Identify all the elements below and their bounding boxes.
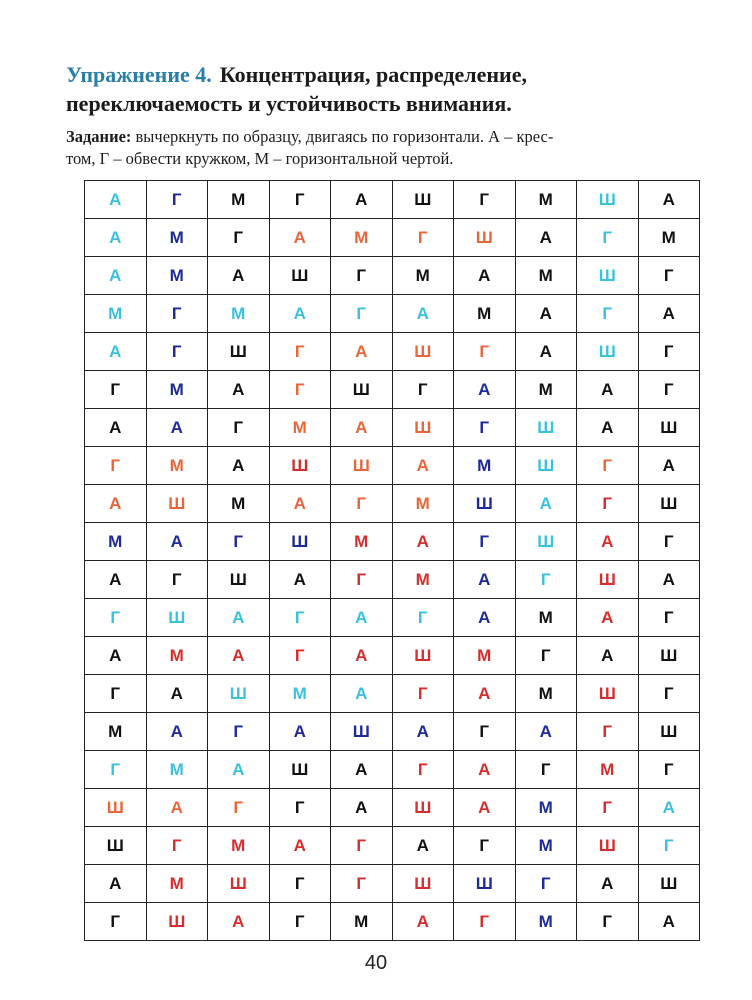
grid-cell[interactable]: А xyxy=(577,409,639,447)
grid-cell[interactable]: Г xyxy=(515,561,577,599)
grid-cell[interactable]: М xyxy=(454,447,516,485)
grid-cell[interactable]: М xyxy=(392,561,454,599)
grid-cell[interactable]: Г xyxy=(392,599,454,637)
grid-cell[interactable]: Г xyxy=(269,903,331,941)
grid-row xyxy=(85,219,700,257)
grid-row xyxy=(85,789,700,827)
grid-cell[interactable]: А xyxy=(269,561,331,599)
grid-cell[interactable]: Г xyxy=(454,181,516,219)
grid-cell[interactable]: А xyxy=(454,599,516,637)
grid-cell[interactable]: Г xyxy=(577,219,639,257)
grid-cell[interactable]: Ш xyxy=(454,865,516,903)
grid-cell[interactable]: Ш xyxy=(208,561,270,599)
grid-cell[interactable]: А xyxy=(454,257,516,295)
grid-cell[interactable]: А xyxy=(269,295,331,333)
grid-row xyxy=(85,181,700,219)
exercise-title-line1: Концентрация, распределение, xyxy=(219,62,527,87)
grid-cell[interactable]: А xyxy=(515,713,577,751)
grid-cell[interactable]: Г xyxy=(515,865,577,903)
grid-row xyxy=(85,485,700,523)
grid-cell[interactable]: А xyxy=(208,751,270,789)
grid-cell[interactable]: А xyxy=(454,789,516,827)
grid-cell[interactable]: Г xyxy=(269,181,331,219)
grid-cell[interactable]: Г xyxy=(638,257,700,295)
page-number: 40 xyxy=(364,952,388,974)
grid-cell[interactable]: А xyxy=(269,219,331,257)
grid-cell[interactable]: М xyxy=(331,903,393,941)
grid-cell[interactable]: Ш xyxy=(577,181,639,219)
grid-cell[interactable]: А xyxy=(392,903,454,941)
grid-cell[interactable]: М xyxy=(638,219,700,257)
grid-cell[interactable]: А xyxy=(638,447,700,485)
grid-cell[interactable]: Ш xyxy=(392,181,454,219)
grid-cell[interactable]: Г xyxy=(269,371,331,409)
grid-cell[interactable]: М xyxy=(208,485,270,523)
grid-cell[interactable]: М xyxy=(515,181,577,219)
grid-cell[interactable]: М xyxy=(515,599,577,637)
grid-cell[interactable]: А xyxy=(454,675,516,713)
grid-cell[interactable]: Ш xyxy=(638,409,700,447)
grid-cell[interactable]: А xyxy=(85,485,147,523)
grid-cell[interactable]: Г xyxy=(638,371,700,409)
grid-cell[interactable]: А xyxy=(392,827,454,865)
grid-cell[interactable]: А xyxy=(269,827,331,865)
grid-cell[interactable]: Ш xyxy=(515,523,577,561)
grid-cell[interactable]: М xyxy=(208,181,270,219)
grid-cell[interactable]: Г xyxy=(331,257,393,295)
grid-cell[interactable]: А xyxy=(208,257,270,295)
grid-cell[interactable]: Г xyxy=(85,371,147,409)
grid-cell[interactable]: Г xyxy=(208,523,270,561)
grid-cell[interactable]: А xyxy=(638,903,700,941)
grid-cell[interactable]: Г xyxy=(577,485,639,523)
grid-cell[interactable]: А xyxy=(331,409,393,447)
grid-cell[interactable]: Г xyxy=(577,713,639,751)
grid-cell[interactable]: М xyxy=(331,523,393,561)
grid-row xyxy=(85,903,700,941)
grid-cell[interactable]: М xyxy=(146,371,208,409)
grid-cell[interactable]: Г xyxy=(392,371,454,409)
grid-cell[interactable]: М xyxy=(146,219,208,257)
grid-cell[interactable]: М xyxy=(208,295,270,333)
grid-cell[interactable]: Г xyxy=(331,865,393,903)
grid-cell[interactable]: Г xyxy=(85,675,147,713)
grid-cell[interactable]: Ш xyxy=(331,447,393,485)
grid-cell[interactable]: Г xyxy=(638,751,700,789)
task-text-line1: вычеркнуть по образцу, двигаясь по горизонтали. А – крес- xyxy=(131,127,554,146)
grid-row xyxy=(85,865,700,903)
grid-row xyxy=(85,333,700,371)
grid-cell[interactable]: А xyxy=(331,751,393,789)
grid-cell[interactable]: А xyxy=(454,561,516,599)
grid-cell[interactable]: А xyxy=(85,181,147,219)
grid-cell[interactable]: М xyxy=(269,675,331,713)
grid-cell[interactable]: Ш xyxy=(577,561,639,599)
grid-cell[interactable]: М xyxy=(515,257,577,295)
grid-cell[interactable]: А xyxy=(146,789,208,827)
grid-cell[interactable]: А xyxy=(85,409,147,447)
grid-cell[interactable]: Г xyxy=(392,675,454,713)
grid-row xyxy=(85,561,700,599)
grid-cell[interactable]: А xyxy=(577,371,639,409)
grid-cell[interactable]: М xyxy=(85,295,147,333)
grid-cell[interactable]: Ш xyxy=(638,713,700,751)
grid-cell[interactable]: Г xyxy=(208,789,270,827)
grid-cell[interactable]: А xyxy=(331,637,393,675)
grid-cell[interactable]: А xyxy=(208,371,270,409)
grid-cell[interactable]: Ш xyxy=(392,637,454,675)
grid-cell[interactable]: Ш xyxy=(392,333,454,371)
grid-cell[interactable]: Ш xyxy=(208,865,270,903)
grid-cell[interactable]: А xyxy=(208,637,270,675)
grid-cell[interactable]: М xyxy=(146,447,208,485)
grid-cell[interactable]: Ш xyxy=(146,903,208,941)
grid-cell[interactable]: Г xyxy=(515,637,577,675)
grid-cell[interactable]: Г xyxy=(454,903,516,941)
grid-cell[interactable]: Г xyxy=(208,409,270,447)
grid-cell[interactable]: А xyxy=(269,713,331,751)
grid-cell[interactable]: М xyxy=(454,295,516,333)
grid-cell[interactable]: М xyxy=(146,751,208,789)
grid-cell[interactable]: А xyxy=(331,599,393,637)
grid-cell[interactable]: А xyxy=(392,447,454,485)
grid-cell[interactable]: А xyxy=(392,295,454,333)
grid-cell[interactable]: М xyxy=(392,485,454,523)
grid-cell[interactable]: А xyxy=(515,485,577,523)
grid-cell[interactable]: Г xyxy=(638,827,700,865)
grid-row xyxy=(85,257,700,295)
grid-row xyxy=(85,371,700,409)
grid-cell[interactable]: А xyxy=(146,409,208,447)
grid-cell[interactable]: М xyxy=(515,371,577,409)
grid-cell[interactable]: М xyxy=(515,903,577,941)
grid-cell[interactable]: Ш xyxy=(392,409,454,447)
grid-cell[interactable]: А xyxy=(515,219,577,257)
grid-cell[interactable]: Г xyxy=(208,219,270,257)
grid-cell[interactable]: Г xyxy=(515,751,577,789)
grid-cell[interactable]: М xyxy=(85,523,147,561)
grid-cell[interactable]: А xyxy=(85,637,147,675)
grid-cell[interactable]: Г xyxy=(146,561,208,599)
grid-cell[interactable]: А xyxy=(208,599,270,637)
grid-cell[interactable]: Г xyxy=(331,295,393,333)
grid-cell[interactable]: М xyxy=(146,865,208,903)
grid-cell[interactable]: Ш xyxy=(269,447,331,485)
grid-cell[interactable]: Г xyxy=(454,713,516,751)
exercise-label: Упражнение 4. xyxy=(66,62,212,87)
grid-cell[interactable]: Г xyxy=(269,789,331,827)
grid-cell[interactable]: М xyxy=(331,219,393,257)
grid-cell[interactable]: Ш xyxy=(146,599,208,637)
grid-row xyxy=(85,523,700,561)
grid-cell[interactable]: Г xyxy=(269,637,331,675)
grid-cell[interactable]: Г xyxy=(85,903,147,941)
grid-cell[interactable]: М xyxy=(269,409,331,447)
grid-cell[interactable]: Г xyxy=(577,295,639,333)
grid-cell[interactable]: А xyxy=(146,675,208,713)
grid-cell[interactable]: Г xyxy=(638,675,700,713)
grid-cell[interactable]: А xyxy=(515,333,577,371)
grid-cell[interactable]: Ш xyxy=(269,523,331,561)
grid-cell[interactable]: Ш xyxy=(577,827,639,865)
grid-cell[interactable]: А xyxy=(331,675,393,713)
task-text-line2: том, Г – обвести кружком, М – горизонтальной чертой. xyxy=(66,149,454,168)
grid-cell[interactable]: Г xyxy=(638,333,700,371)
grid-cell[interactable]: М xyxy=(454,637,516,675)
grid-cell[interactable]: Ш xyxy=(577,257,639,295)
grid-cell[interactable]: Ш xyxy=(454,485,516,523)
grid-cell[interactable]: А xyxy=(638,295,700,333)
grid-cell[interactable]: Г xyxy=(577,789,639,827)
grid-cell[interactable]: М xyxy=(392,257,454,295)
grid-cell[interactable]: А xyxy=(392,713,454,751)
grid-cell[interactable]: Г xyxy=(331,561,393,599)
exercise-heading xyxy=(66,60,706,118)
grid-cell[interactable]: Ш xyxy=(331,371,393,409)
grid-cell[interactable]: А xyxy=(638,561,700,599)
grid-cell[interactable]: Ш xyxy=(577,333,639,371)
grid-cell[interactable]: А xyxy=(85,257,147,295)
grid-cell[interactable]: А xyxy=(208,447,270,485)
grid-cell[interactable]: Ш xyxy=(269,751,331,789)
grid-cell[interactable]: М xyxy=(577,751,639,789)
grid-row xyxy=(85,675,700,713)
grid-cell[interactable]: Ш xyxy=(85,827,147,865)
grid-cell[interactable]: Г xyxy=(269,333,331,371)
grid-cell[interactable]: Г xyxy=(85,599,147,637)
grid-cell[interactable]: Г xyxy=(638,599,700,637)
grid-cell[interactable]: А xyxy=(85,561,147,599)
grid-cell[interactable]: Ш xyxy=(638,865,700,903)
grid-row xyxy=(85,827,700,865)
grid-cell[interactable]: А xyxy=(577,523,639,561)
grid-cell[interactable]: Г xyxy=(85,447,147,485)
grid-cell[interactable]: Ш xyxy=(577,675,639,713)
grid-cell[interactable]: А xyxy=(85,333,147,371)
grid-cell[interactable]: Ш xyxy=(454,219,516,257)
grid-cell[interactable]: Ш xyxy=(515,409,577,447)
grid-cell[interactable]: А xyxy=(85,865,147,903)
grid-row xyxy=(85,637,700,675)
grid-cell[interactable]: Ш xyxy=(208,333,270,371)
grid-cell[interactable]: Ш xyxy=(208,675,270,713)
grid-row xyxy=(85,409,700,447)
grid-cell[interactable]: А xyxy=(577,637,639,675)
grid-cell[interactable]: А xyxy=(577,865,639,903)
grid-cell[interactable]: Г xyxy=(269,865,331,903)
grid-cell[interactable]: М xyxy=(208,827,270,865)
grid-cell[interactable]: Ш xyxy=(269,257,331,295)
grid-cell[interactable]: Г xyxy=(146,181,208,219)
grid-cell[interactable]: А xyxy=(515,295,577,333)
grid-cell[interactable]: Г xyxy=(85,751,147,789)
grid-cell[interactable]: А xyxy=(331,181,393,219)
grid-cell[interactable]: Г xyxy=(269,599,331,637)
task-instructions xyxy=(66,126,726,170)
grid-cell[interactable]: Ш xyxy=(392,865,454,903)
grid-cell[interactable]: М xyxy=(146,637,208,675)
grid-cell[interactable]: А xyxy=(269,485,331,523)
grid-cell[interactable]: Ш xyxy=(392,789,454,827)
grid-cell[interactable]: Ш xyxy=(515,447,577,485)
letter-grid xyxy=(84,180,700,941)
grid-cell[interactable]: Г xyxy=(208,713,270,751)
grid-cell[interactable]: А xyxy=(638,789,700,827)
grid-cell[interactable]: Г xyxy=(392,751,454,789)
grid-row xyxy=(85,295,700,333)
grid-cell[interactable]: Ш xyxy=(638,637,700,675)
grid-cell[interactable]: Г xyxy=(146,333,208,371)
grid-cell[interactable]: А xyxy=(85,219,147,257)
grid-cell[interactable]: А xyxy=(454,751,516,789)
grid-row xyxy=(85,713,700,751)
grid-cell[interactable]: Г xyxy=(331,485,393,523)
grid-cell[interactable]: Г xyxy=(392,219,454,257)
grid-cell[interactable]: М xyxy=(515,789,577,827)
grid-cell[interactable]: М xyxy=(85,713,147,751)
grid-row xyxy=(85,447,700,485)
letter-grid-body xyxy=(85,181,700,941)
grid-cell[interactable]: А xyxy=(331,789,393,827)
grid-cell[interactable]: Г xyxy=(331,827,393,865)
grid-cell[interactable]: А xyxy=(577,599,639,637)
grid-cell[interactable]: Г xyxy=(577,447,639,485)
grid-cell[interactable]: Г xyxy=(454,827,516,865)
grid-cell[interactable]: А xyxy=(208,903,270,941)
grid-cell[interactable]: Г xyxy=(577,903,639,941)
grid-cell[interactable]: Г xyxy=(146,827,208,865)
grid-cell[interactable]: Ш xyxy=(638,485,700,523)
grid-cell[interactable]: А xyxy=(146,523,208,561)
grid-cell[interactable]: Г xyxy=(454,523,516,561)
grid-cell[interactable]: А xyxy=(392,523,454,561)
grid-cell[interactable]: Ш xyxy=(146,485,208,523)
grid-cell[interactable]: М xyxy=(515,827,577,865)
grid-cell[interactable]: М xyxy=(146,257,208,295)
grid-cell[interactable]: Ш xyxy=(85,789,147,827)
grid-cell[interactable]: Г xyxy=(638,523,700,561)
grid-cell[interactable]: Ш xyxy=(331,713,393,751)
grid-cell[interactable]: Г xyxy=(454,333,516,371)
grid-cell[interactable]: А xyxy=(331,333,393,371)
grid-cell[interactable]: Г xyxy=(146,295,208,333)
grid-cell[interactable]: А xyxy=(146,713,208,751)
grid-cell[interactable]: А xyxy=(454,371,516,409)
grid-cell[interactable]: Г xyxy=(454,409,516,447)
grid-row xyxy=(85,599,700,637)
task-label: Задание: xyxy=(66,127,132,146)
exercise-title-line2: переключаемость и устойчивость внимания. xyxy=(66,91,512,116)
grid-cell[interactable]: М xyxy=(515,675,577,713)
grid-cell[interactable]: А xyxy=(638,181,700,219)
grid-row xyxy=(85,751,700,789)
